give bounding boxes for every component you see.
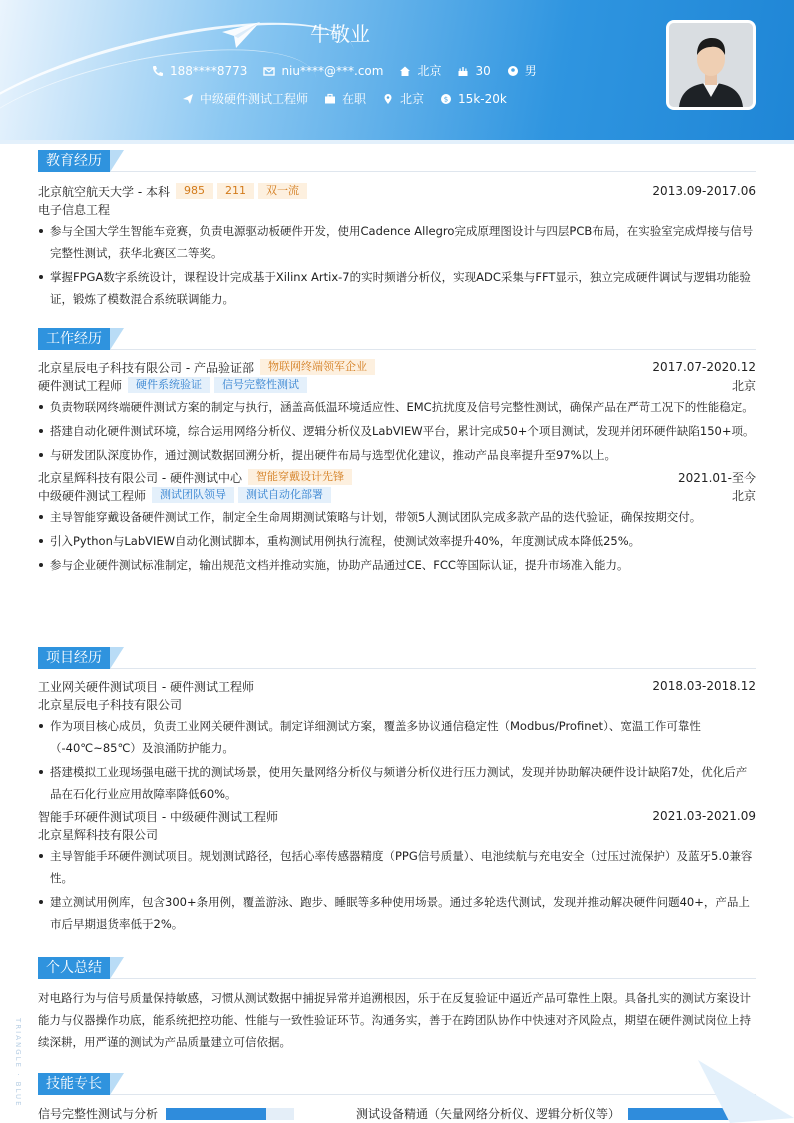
school-tag: 211	[217, 183, 254, 199]
company-tag: 物联网终端领军企业	[260, 359, 375, 375]
home-icon	[399, 65, 411, 77]
section-title-tail	[110, 150, 124, 172]
corner-triangle-decoration	[690, 1058, 794, 1123]
work-section	[38, 328, 756, 576]
list-item: 引入Python与LabVIEW自动化测试脚本，重构测试用例执行流程，使测试效率提升40%，年度测试成本降低25%。	[38, 530, 756, 552]
age-text: 30	[475, 63, 491, 78]
major-line	[38, 200, 756, 218]
intent-title-text: 中级硬件测试工程师	[200, 92, 309, 106]
list-item: 作为项目核心成员，负责工业网关硬件测试。制定详细测试方案，覆盖多协议通信稳定性（Modbus/Profinet）、宽温工作可靠性（-40℃~85℃）及浪涌防护能力。	[38, 715, 756, 759]
section-title-bar	[38, 957, 756, 979]
section-title: 教育经历	[38, 150, 110, 172]
phone-text: 188****8773	[170, 63, 248, 78]
list-item: 主导智能手环硬件测试项目。规划测试路径，包括心率传感器精度（PPG信号质量）、电池续航与充电安全（过压过流保护）及蓝牙5.0兼容性。	[38, 845, 756, 889]
project-company-line	[38, 695, 756, 713]
job-period: 2017.07-2020.12	[652, 360, 756, 374]
section-title: 项目经历	[38, 647, 110, 669]
resume-header	[0, 0, 794, 140]
section-title: 技能专长	[38, 1073, 110, 1095]
skills-section	[38, 1073, 756, 1103]
project-period: 2021.03-2021.09	[652, 809, 756, 823]
list-item: 建立测试用例库，包含300+条用例，覆盖游泳、跑步、睡眠等多种使用场景。通过多轮迭代测试，发现并推动解决硬件问题40+，产品上市后早期退货率低于2%。	[38, 891, 756, 935]
role-tag: 测试自动化部署	[238, 487, 331, 503]
project-company-line	[38, 825, 756, 843]
list-item: 负责物联网终端硬件测试方案的制定与执行，涵盖高低温环境适应性、EMC抗扰度及信号完整性测试，确保产品在严苛工况下的性能稳定。	[38, 396, 756, 418]
section-title-bar	[38, 647, 756, 669]
side-watermark: TRIANGLE · BLUE	[14, 1018, 22, 1108]
section-title-bar	[38, 150, 756, 172]
intent-city-text: 北京	[400, 92, 425, 106]
list-item: 参与企业硬件测试标准制定，输出规范文档并推动实施，协助产品通过CE、FCC等国际认证，提升市场准入能力。	[38, 554, 756, 576]
list-item: 搭建自动化硬件测试环境，综合运用网络分析仪、逻辑分析仪及LabVIEW平台，累计完成50+个项目测试，发现并闭环硬件缺陷150+项。	[38, 420, 756, 442]
job-role: 硬件测试工程师	[38, 378, 123, 393]
project-company: 北京星辰电子科技有限公司	[38, 697, 183, 712]
education-header-line	[38, 182, 756, 200]
school-tag: 985	[176, 183, 213, 199]
salary-icon	[440, 93, 452, 105]
section-title-tail	[110, 957, 124, 979]
project-name: 工业网关硬件测试项目 - 硬件测试工程师	[38, 679, 254, 694]
major-name: 电子信息工程	[38, 202, 111, 217]
candidate-name: 牛敬业	[310, 22, 370, 46]
gender-icon	[507, 65, 519, 77]
project-company: 北京星辉科技有限公司	[38, 827, 159, 842]
email-icon	[263, 65, 275, 77]
section-title-bar	[38, 328, 756, 350]
svg-text:$: $	[443, 95, 449, 103]
email-text: niu****@***.com	[281, 63, 384, 78]
company-name: 北京星辰电子科技有限公司 - 产品验证部	[38, 360, 254, 375]
role-tag: 测试团队领导	[152, 487, 234, 503]
job-period: 2021.01-至今	[678, 470, 756, 485]
list-item: 掌握FPGA数字系统设计，课程设计完成基于Xilinx Artix-7的实时频谱分析仪，实现ADC采集与FFT显示，独立完成硬件调试与逻辑功能验证，锻炼了模数混合系统联调能力。	[38, 266, 756, 310]
header-stripe	[0, 140, 794, 144]
project-header-line	[38, 807, 756, 825]
education-section	[38, 150, 756, 310]
section-title: 工作经历	[38, 328, 110, 350]
list-item: 主导智能穿戴设备硬件测试工作，制定全生命周期测试策略与计划，带领5人测试团队完成多款产品的迭代验证，确保按期交付。	[38, 506, 756, 528]
list-item: 搭建模拟工业现场强电磁干扰的测试场景，使用矢量网络分析仪与频谱分析仪进行压力测试，发现并协助解决硬件设计缺陷7处，优化后产品在石化行业应用故障率降低60%。	[38, 761, 756, 805]
company-name: 北京星辉科技有限公司 - 硬件测试中心	[38, 470, 242, 485]
contact-row	[152, 62, 553, 79]
section-title-tail	[110, 328, 124, 350]
skill-item	[38, 1105, 294, 1122]
section-title: 个人总结	[38, 957, 110, 979]
summary-text: 对电路行为与信号质量保持敏感，习惯从测试数据中捕捉异常并追溯根因，乐于在反复验证中逼近产品可靠性上限。具备扎实的测试方案设计能力与仪器操作功底，能系统把控功能、性能与一致性验证环节。沟通务实，善于在跨团队协作中快速对齐风险点，期望在硬件测试岗位上持续深耕，用严谨的测试为产品质量建立可信依据。	[38, 991, 751, 1049]
job-role-line	[38, 376, 756, 394]
skill-name: 测试设备精通（矢量网络分析仪、逻辑分析仪等）	[356, 1107, 621, 1121]
job-header-line	[38, 468, 756, 486]
job-city: 北京	[731, 488, 756, 503]
send-icon	[182, 93, 194, 105]
project-period: 2018.03-2018.12	[652, 679, 756, 693]
avatar	[666, 20, 756, 110]
city-text: 北京	[417, 64, 442, 78]
cake-icon	[457, 65, 469, 77]
job-role: 中级硬件测试工程师	[38, 488, 147, 503]
salary-text: 15k-20k	[458, 91, 507, 106]
section-title-tail	[110, 647, 124, 669]
job-role-line	[38, 486, 756, 504]
list-item: 与研发团队深度协作，通过测试数据回溯分析，提出硬件布局与选型优化建议，推动产品良率提升至97%以上。	[38, 444, 756, 466]
section-title-bar	[38, 1073, 756, 1095]
company-tag: 智能穿戴设计先锋	[248, 469, 352, 485]
project-name: 智能手环硬件测试项目 - 中级硬件测试工程师	[38, 809, 278, 824]
project-header-line	[38, 677, 756, 695]
projects-section	[38, 647, 756, 935]
skill-level-fill	[166, 1108, 266, 1120]
summary-section	[38, 957, 756, 1053]
job-intent-row	[182, 90, 523, 107]
school-tag: 双一流	[258, 183, 307, 199]
role-tag: 硬件系统验证	[128, 377, 210, 393]
job-header-line	[38, 358, 756, 376]
briefcase-icon	[324, 93, 336, 105]
list-item: 参与全国大学生智能车竞赛，负责电源驱动板硬件开发，使用Cadence Allegro完成原理图设计与四层PCB布局，在实验室完成焊接与信号完整性测试，获华北赛区二等奖。	[38, 220, 756, 264]
job-city: 北京	[731, 378, 756, 393]
school-name: 北京航空航天大学 - 本科	[38, 184, 170, 199]
avatar-portrait	[669, 23, 753, 107]
skill-name: 信号完整性测试与分析	[38, 1107, 159, 1121]
skill-level-bar	[166, 1108, 294, 1120]
education-period: 2013.09-2017.06	[652, 184, 756, 198]
gender-text: 男	[524, 64, 537, 78]
phone-icon	[152, 65, 164, 77]
status-text: 在职	[342, 92, 367, 106]
location-pin-icon	[382, 93, 394, 105]
role-tag: 信号完整性测试	[214, 377, 307, 393]
section-title-tail	[110, 1073, 124, 1095]
